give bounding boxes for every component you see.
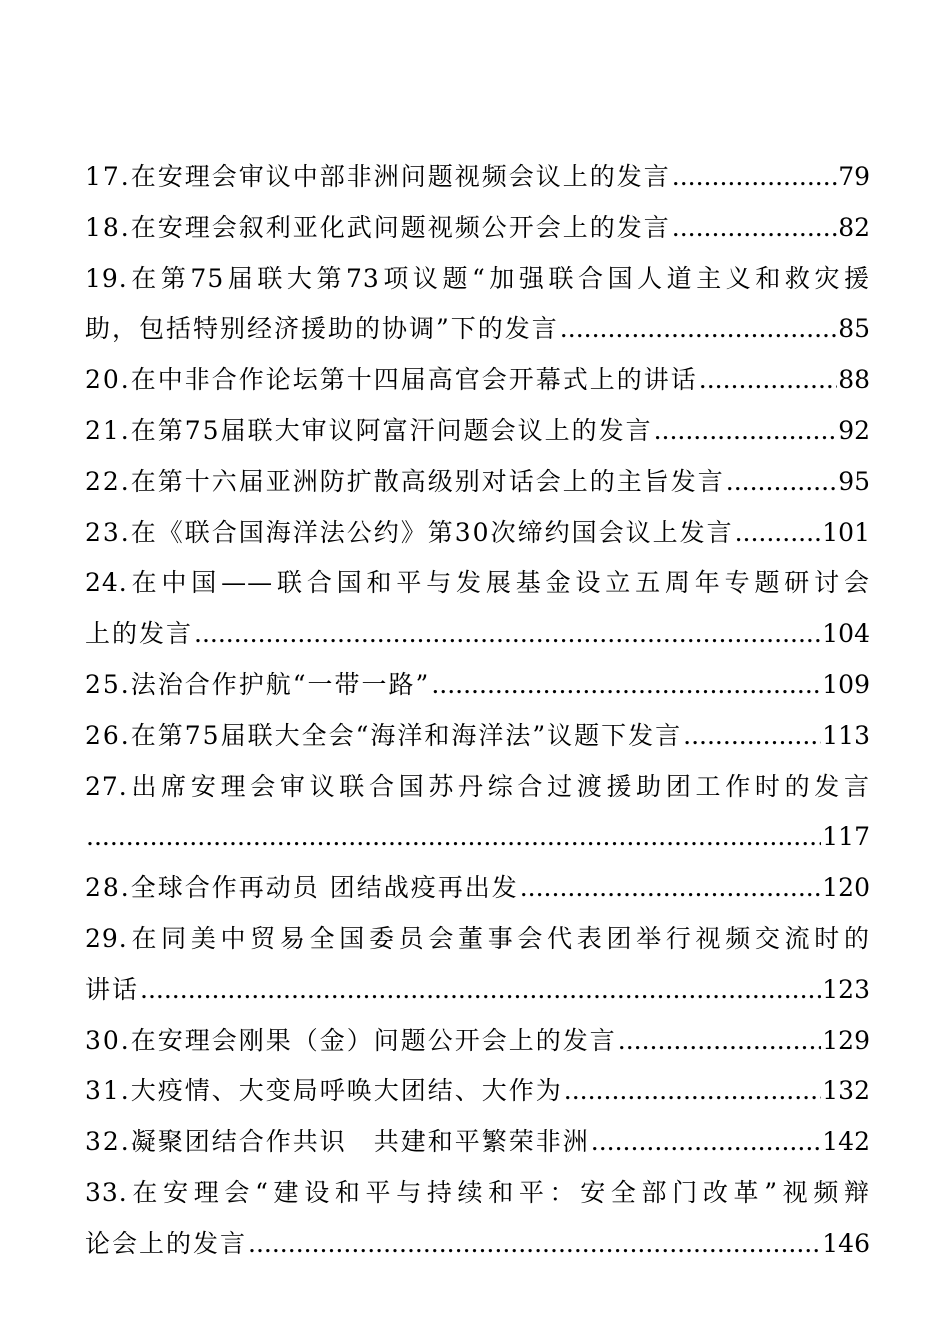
toc-entry[interactable] bbox=[85, 1117, 870, 1168]
toc-entry-title-line: 24.在中国——联合国和平与发展基金设立五周年专题研讨会 bbox=[85, 568, 870, 598]
toc-entry-title-line: 29.在同美中贸易全国委员会董事会代表团举行视频交流时的 bbox=[85, 923, 870, 953]
toc-entry-line bbox=[85, 508, 870, 559]
dot-leader bbox=[591, 1117, 822, 1168]
toc-entry-title-line: 17.在安理会审议中部非洲问题视频会议上的发言 bbox=[85, 162, 671, 191]
toc-entry-title-line: 28.全球合作再动员 团结战疫再出发 bbox=[85, 873, 519, 903]
toc-entry-line bbox=[85, 863, 870, 914]
toc-entry-title-line: 25.法治合作护航“一带一路” bbox=[85, 669, 431, 699]
dot-leader bbox=[86, 812, 821, 863]
toc-entry[interactable] bbox=[85, 457, 870, 508]
toc-entry-line bbox=[85, 304, 870, 355]
toc-entry[interactable] bbox=[85, 863, 870, 914]
toc-entry-title-line: 论会上的发言 bbox=[85, 1228, 248, 1258]
toc-page-number: 113 bbox=[822, 720, 870, 750]
toc-page-number: 132 bbox=[822, 1076, 870, 1106]
dot-leader bbox=[654, 406, 838, 457]
toc-entry[interactable] bbox=[85, 1168, 870, 1270]
toc-entry[interactable] bbox=[85, 406, 870, 457]
dot-leader bbox=[672, 152, 837, 203]
toc-page-number: 120 bbox=[822, 873, 870, 903]
dot-leader bbox=[560, 304, 837, 355]
toc-page-number: 142 bbox=[822, 1127, 870, 1157]
toc-entry-line bbox=[85, 1066, 870, 1117]
toc-entry-line bbox=[85, 203, 870, 254]
toc-entry-title-line: 23.在《联合国海洋法公约》第30次缔约国会议上发言 bbox=[85, 517, 734, 547]
toc-entry[interactable] bbox=[85, 558, 870, 660]
toc-page-number: 92 bbox=[838, 415, 870, 445]
toc-entry[interactable] bbox=[85, 762, 870, 864]
toc-page-number: 101 bbox=[822, 517, 870, 547]
toc-entry-line bbox=[85, 711, 870, 762]
toc-entry-title-line: 32.凝聚团结合作共识 共建和平繁荣非洲 bbox=[85, 1127, 590, 1157]
toc-entry-title-line: 19.在第75届联大第73项议题“加强联合国人道主义和救灾援 bbox=[85, 263, 870, 293]
toc-entry-title-line: 上的发言 bbox=[85, 619, 194, 649]
toc-entry-line bbox=[85, 609, 870, 660]
toc-page-number: 117 bbox=[822, 822, 870, 852]
toc-entry[interactable] bbox=[85, 1066, 870, 1117]
toc-page-number: 123 bbox=[822, 974, 870, 1004]
toc-page-number: 95 bbox=[838, 466, 870, 496]
toc-entry-title-line: 20.在中非合作论坛第十四届高官会开幕式上的讲话 bbox=[85, 365, 698, 395]
toc-entry-line bbox=[85, 1016, 870, 1067]
dot-leader bbox=[726, 457, 837, 508]
dot-leader bbox=[140, 965, 821, 1016]
toc-entry[interactable] bbox=[85, 355, 870, 406]
toc-entry-title-line: 21.在第75届联大审议阿富汗问题会议上的发言 bbox=[85, 415, 653, 445]
toc-entry-line bbox=[85, 1219, 870, 1270]
toc-page-number: 85 bbox=[838, 314, 870, 344]
toc-page-number: 104 bbox=[822, 619, 870, 649]
toc-entry-title-line: 22.在第十六届亚洲防扩散高级别对话会上的主旨发言 bbox=[85, 466, 725, 496]
toc-entry-line bbox=[85, 1117, 870, 1168]
table-of-contents bbox=[85, 152, 870, 1270]
dot-leader bbox=[618, 1016, 822, 1067]
dot-leader bbox=[672, 203, 837, 254]
toc-page-number: 146 bbox=[822, 1228, 870, 1258]
dot-leader bbox=[248, 1219, 821, 1270]
toc-entry[interactable] bbox=[85, 508, 870, 559]
toc-entry[interactable] bbox=[85, 711, 870, 762]
toc-entry-line bbox=[85, 406, 870, 457]
toc-entry[interactable] bbox=[85, 914, 870, 1016]
toc-entry[interactable] bbox=[85, 660, 870, 711]
toc-entry-title-line: 27.出席安理会审议联合国苏丹综合过渡援助团工作时的发言 bbox=[85, 771, 870, 801]
toc-page-number: 82 bbox=[838, 212, 870, 242]
toc-entry-line bbox=[85, 355, 870, 406]
toc-entry-line bbox=[85, 152, 870, 203]
toc-entry[interactable] bbox=[85, 152, 870, 203]
toc-entry-title-line: 助，包括特别经济援助的协调”下的发言 bbox=[85, 314, 559, 344]
dot-leader bbox=[194, 609, 821, 660]
dot-leader bbox=[564, 1066, 822, 1117]
toc-entry-title-line: 26.在第75届联大全会“海洋和海洋法”议题下发言 bbox=[85, 720, 683, 750]
toc-entry-line bbox=[85, 457, 870, 508]
toc-page-number: 129 bbox=[822, 1025, 870, 1055]
toc-entry[interactable] bbox=[85, 203, 870, 254]
dot-leader bbox=[683, 711, 821, 762]
toc-entry-line bbox=[85, 812, 870, 863]
toc-entry-title-line: 33.在安理会“建设和平与持续和平：安全部门改革”视频辩 bbox=[85, 1177, 870, 1207]
toc-entry[interactable] bbox=[85, 1016, 870, 1067]
toc-entry-title-line: 18.在安理会叙利亚化武问题视频公开会上的发言 bbox=[85, 212, 671, 242]
toc-entry-title-line: 31.大疫情、大变局呼唤大团结、大作为 bbox=[85, 1076, 563, 1106]
dot-leader bbox=[431, 660, 821, 711]
toc-page-number: 79 bbox=[838, 162, 870, 191]
toc-entry-line bbox=[85, 660, 870, 711]
dot-leader bbox=[735, 508, 822, 559]
toc-entry[interactable] bbox=[85, 254, 870, 356]
toc-page-number: 109 bbox=[822, 669, 870, 699]
dot-leader bbox=[699, 355, 837, 406]
dot-leader bbox=[520, 863, 822, 914]
toc-entry-title-line: 30.在安理会刚果（金）问题公开会上的发言 bbox=[85, 1025, 617, 1055]
toc-entry-line bbox=[85, 965, 870, 1016]
toc-page-number: 88 bbox=[838, 365, 870, 395]
toc-entry-title-line: 讲话 bbox=[85, 974, 140, 1004]
